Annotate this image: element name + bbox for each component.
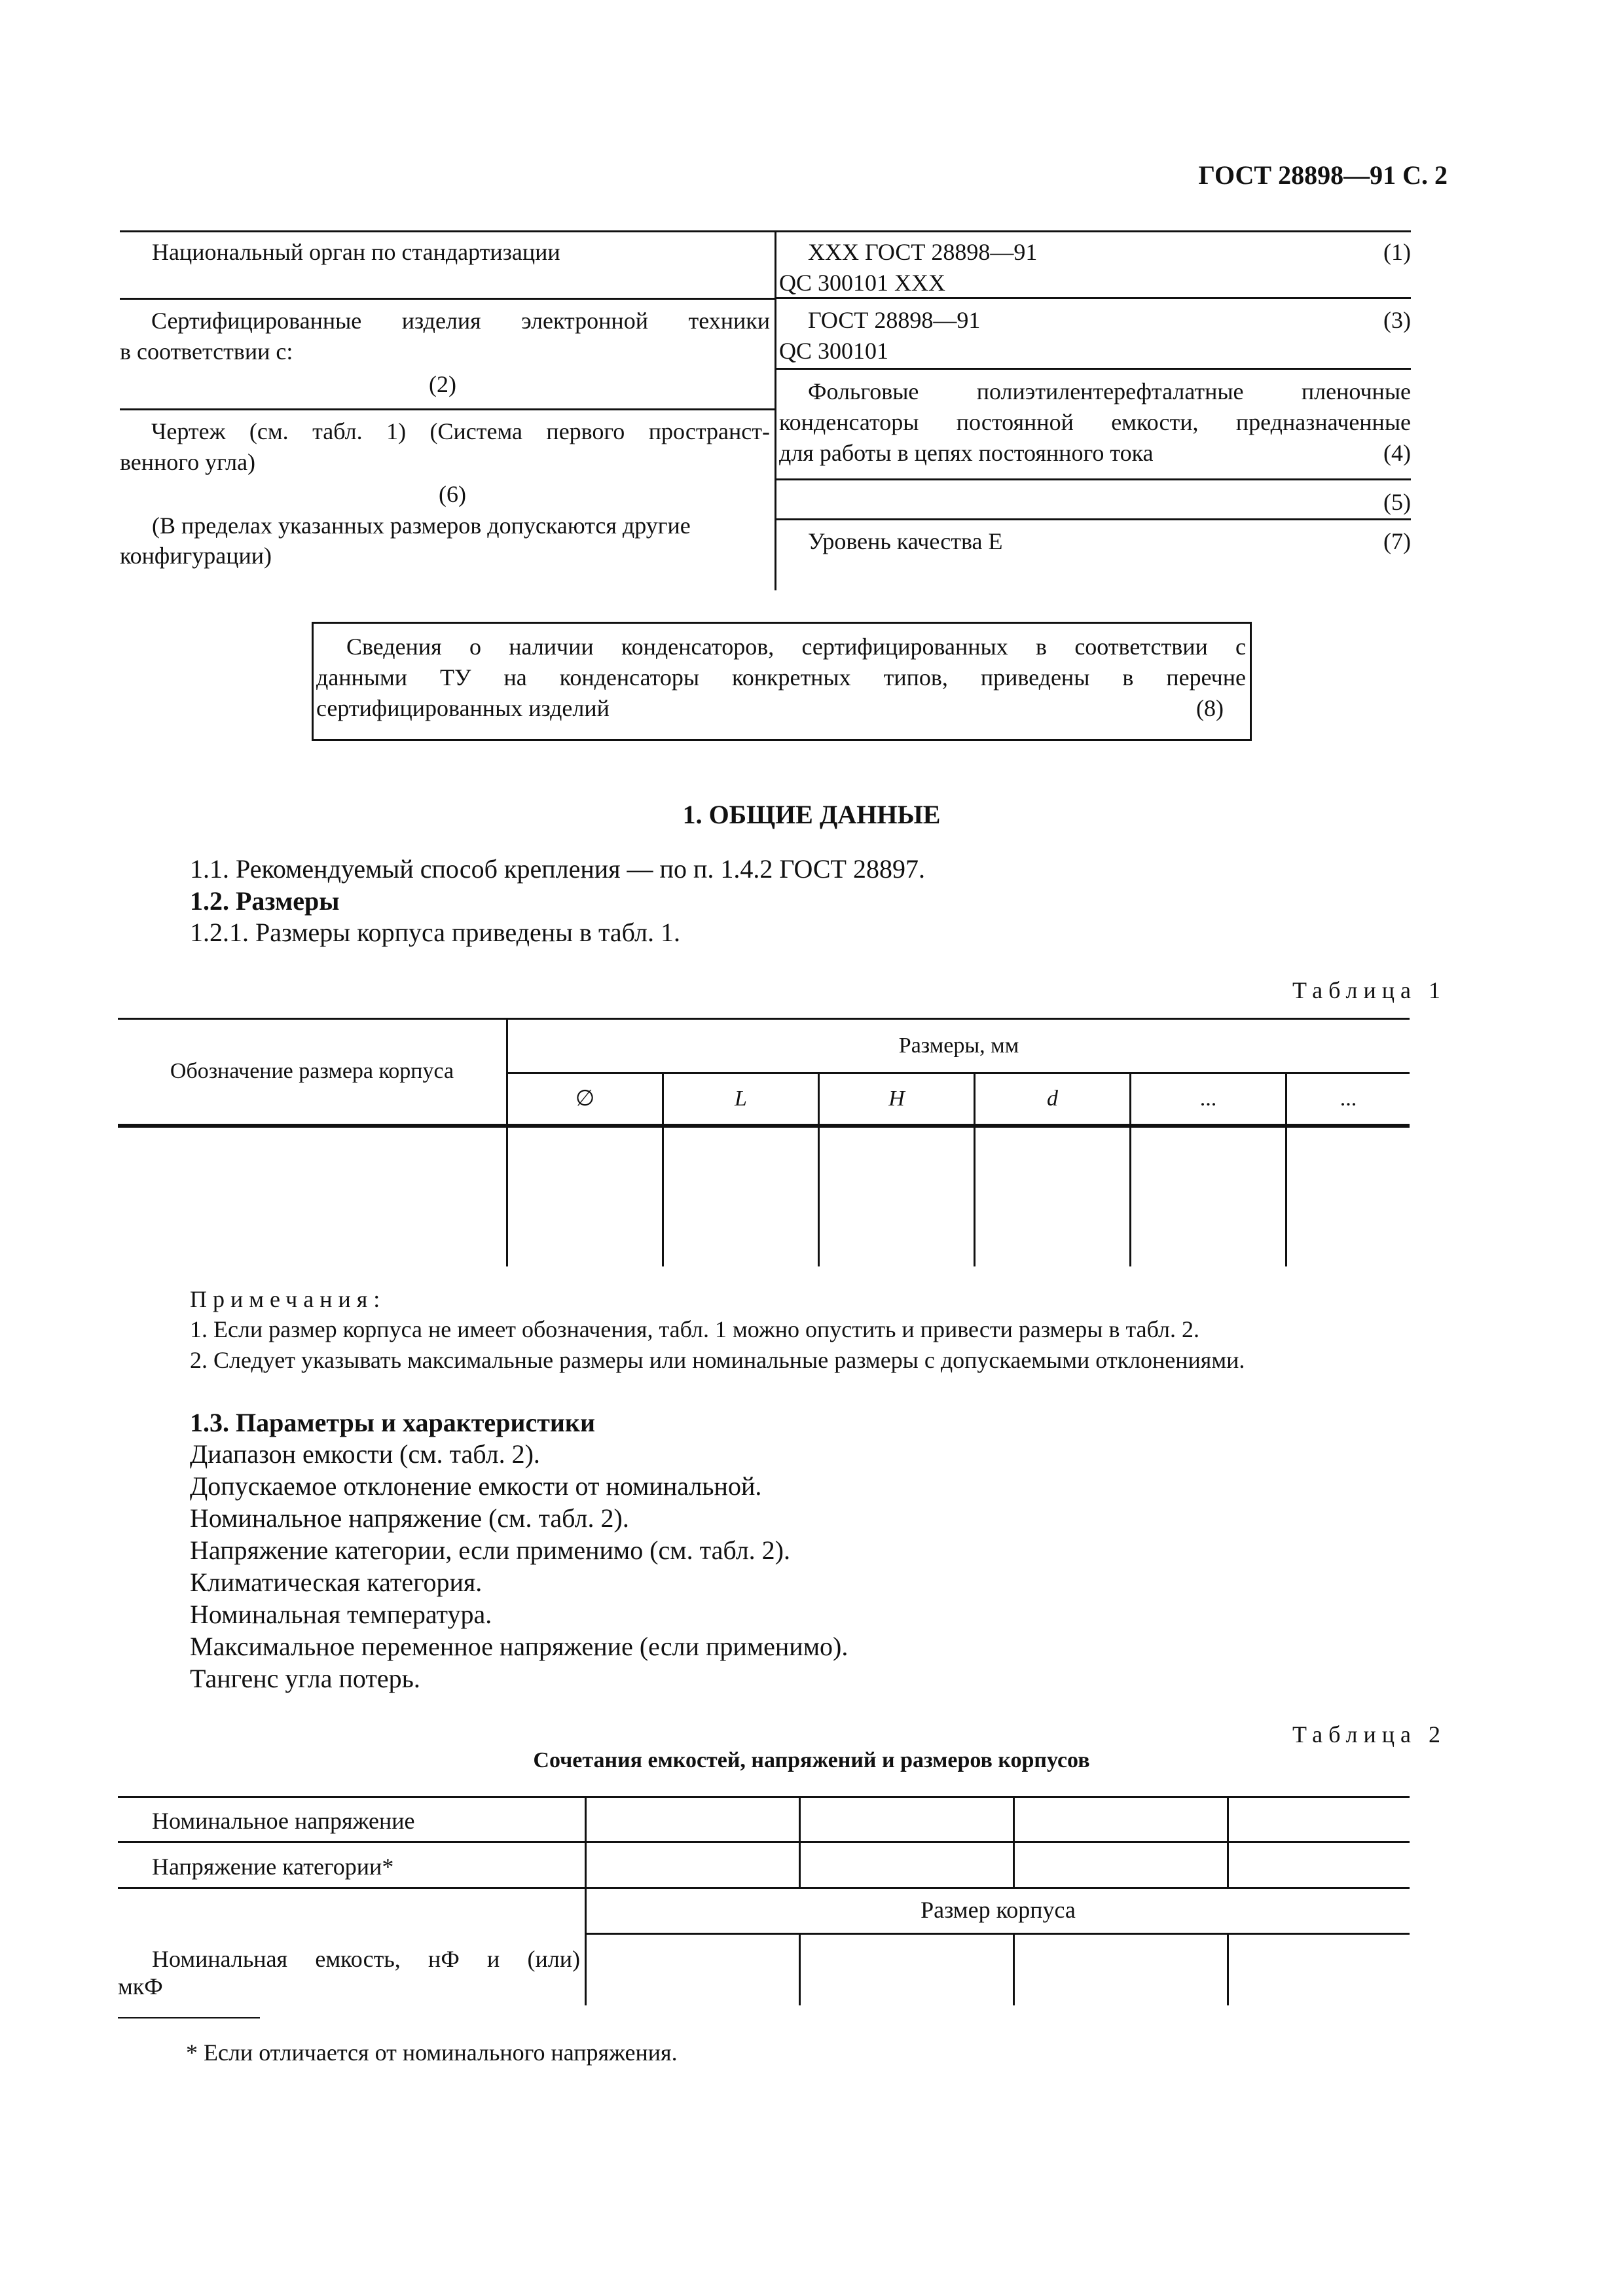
column-height: H: [888, 1086, 905, 1111]
section-heading: 1. ОБЩИЕ ДАННЫЕ: [682, 800, 941, 829]
case-size-header: Размер корпуса: [921, 1897, 1076, 1923]
footnote-separator: [118, 2017, 260, 2018]
table-2-title: Сочетания емкостей, напряжений и размеров корпусов: [533, 1748, 1090, 1772]
parameter-item: Тангенс угла потерь.: [190, 1664, 420, 1693]
parameter-item: Диапазон емкости (см. табл. 2).: [190, 1439, 540, 1469]
product-description-2: конденсаторы постоянной емкости, предназначенные: [779, 409, 1411, 435]
configuration-note-cont: конфигурации): [120, 543, 272, 569]
parameter-item: Допускаемое отклонение емкости от номинальной.: [190, 1471, 762, 1501]
parameter-item: Номинальное напряжение (см. табл. 2).: [190, 1503, 629, 1533]
column-diameter: ∅: [575, 1086, 595, 1111]
section-1-3-heading: 1.3. Параметры и характеристики: [190, 1408, 596, 1437]
standard-reference: ГОСТ 28898—91: [808, 307, 981, 333]
field-number-4: (4): [1383, 440, 1411, 466]
notice-line-2: данными ТУ на конденсаторы конкретных типов, приведены в перечне: [316, 664, 1246, 691]
table-2-caption: Таблица 2: [1292, 1721, 1446, 1748]
dimensions-group-header: Размеры, мм: [898, 1033, 1019, 1058]
field-number-3: (3): [1383, 307, 1411, 333]
paragraph-1-2: 1.2. Размеры: [190, 886, 340, 916]
parameter-item: Напряжение категории, если применимо (см. табл. 2).: [190, 1535, 790, 1565]
column-length: L: [735, 1086, 747, 1111]
certified-products-label: Сертифицированные изделия электронной техники: [151, 308, 770, 334]
footnote: * Если отличается от номинального напряжения.: [186, 2039, 678, 2066]
field-number-5: (5): [1383, 489, 1411, 515]
rated-voltage-row-label: Номинальное напряжение: [152, 1808, 415, 1834]
configuration-note: (В пределах указанных размеров допускаются другие: [152, 512, 691, 539]
marking-code: XXX ГОСТ 28898—91: [808, 239, 1038, 265]
paragraph-1-2-1: 1.2.1. Размеры корпуса приведены в табл. 1.: [190, 918, 680, 947]
field-number-6: (6): [439, 481, 466, 507]
quality-level: Уровень качества Е: [808, 528, 1003, 554]
parameter-item: Номинальная температура.: [190, 1600, 492, 1629]
notes-heading: Примечания:: [190, 1286, 386, 1312]
field-number-7: (7): [1383, 528, 1411, 554]
field-number-8: (8): [1196, 695, 1224, 721]
standard-reference-qc: QC 300101: [779, 338, 889, 364]
column-lead-diameter: d: [1047, 1086, 1058, 1111]
field-number-2: (2): [429, 371, 456, 397]
column-extra-2: ...: [1340, 1086, 1357, 1111]
drawing-label-cont: венного угла): [120, 449, 256, 475]
notice-line-1: Сведения о наличии конденсаторов, сертифицированных в соответствии с: [346, 634, 1246, 660]
field-number-1: (1): [1383, 239, 1411, 265]
column-extra-1: ...: [1199, 1086, 1217, 1111]
note-1: 1. Если размер корпуса не имеет обозначения, табл. 1 можно опустить и привести размеры в табл. 2.: [190, 1316, 1200, 1342]
rated-capacitance-row-label-cont: мкФ: [118, 1973, 163, 2000]
case-size-designation-header: Обозначение размера корпуса: [170, 1059, 454, 1083]
paragraph-1-1: 1.1. Рекомендуемый способ крепления — по п. 1.4.2 ГОСТ 28897.: [190, 854, 925, 884]
product-description-3: для работы в цепях постоянного тока: [779, 440, 1154, 466]
national-body-label: Национальный орган по стандартизации: [152, 239, 560, 265]
drawing-label: Чертеж (см. табл. 1) (Система первого пространст-: [151, 418, 770, 444]
category-voltage-row-label: Напряжение категории*: [152, 1854, 394, 1880]
rated-capacitance-row-label: Номинальная емкость, нФ и (или): [152, 1946, 580, 1972]
page-header: ГОСТ 28898—91 С. 2: [1198, 160, 1448, 190]
notice-line-3: сертифицированных изделий: [316, 695, 610, 721]
parameter-item: Максимальное переменное напряжение (если применимо).: [190, 1632, 848, 1661]
marking-code-qc: QC 300101 XXX: [779, 270, 946, 296]
certified-products-label-cont: в соответствии с:: [120, 338, 293, 365]
product-description: Фольговые полиэтилентерефталатные пленочные: [808, 378, 1411, 404]
note-2: 2. Следует указывать максимальные размеры или номинальные размеры с допускаемыми отклонениями.: [190, 1347, 1245, 1373]
table-1-caption: Таблица 1: [1292, 977, 1446, 1003]
parameter-item: Климатическая категория.: [190, 1568, 483, 1597]
